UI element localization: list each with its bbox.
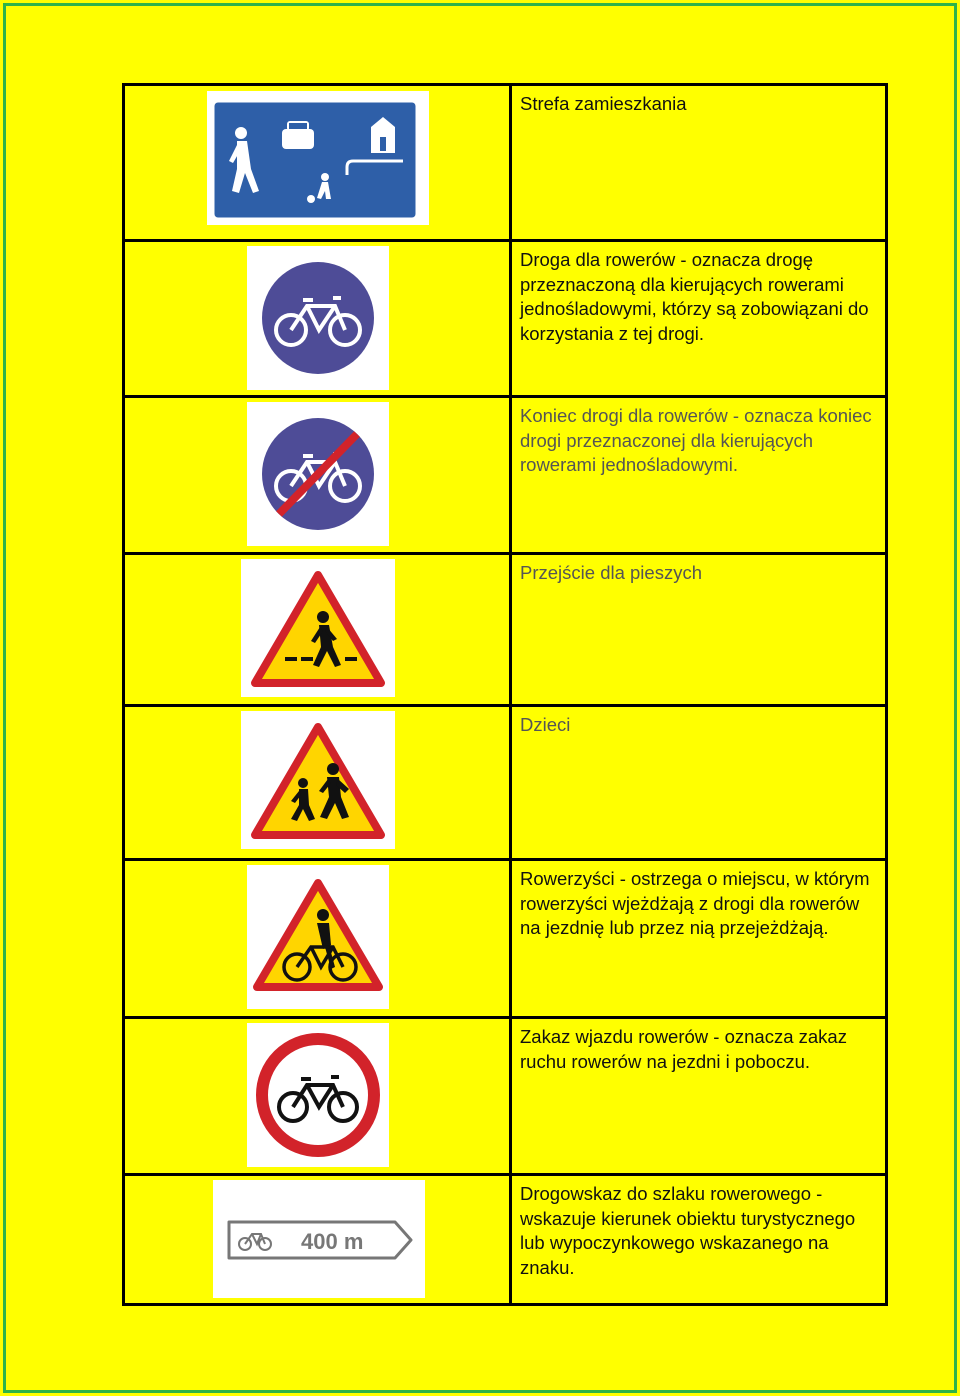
sign-description: Rowerzyści - ostrzega o miejscu, w którym rowerzyści wjeżdżają z drogi dla rowerów na jezdnię lub przez nią przejeżdżają. [511, 860, 887, 1018]
children-sign-icon [241, 711, 395, 849]
sign-description: Przejście dla pieszych [511, 554, 887, 706]
bicycle-route-direction-sign-icon [213, 1180, 425, 1298]
sign-description: Drogowskaz do szlaku rowerowego - wskazuje kierunek obiektu turystycznego lub wypoczynkowego wskazanego na znaku. [511, 1175, 887, 1305]
table-row [124, 85, 887, 241]
end-bicycle-path-sign-icon [247, 402, 389, 546]
cyclists-warning-sign-icon [247, 865, 389, 1009]
table-row [124, 554, 887, 706]
sign-description: Koniec drogi dla rowerów - oznacza koniec drogi przeznaczonej dla kierujących rowerami jednośladowymi. [511, 397, 887, 554]
table-row [124, 706, 887, 860]
sign-description: Strefa zamieszkania [511, 85, 887, 241]
sign-description: Zakaz wjazdu rowerów - oznacza zakaz ruchu rowerów na jezdni i poboczu. [511, 1018, 887, 1175]
table-row [124, 241, 887, 397]
road-signs-table [122, 83, 888, 1306]
no-bicycles-sign-icon [247, 1023, 389, 1167]
pedestrian-crossing-sign-icon [241, 559, 395, 697]
table-row [124, 1018, 887, 1175]
table-row [124, 397, 887, 554]
bicycle-path-sign-icon [247, 246, 389, 390]
sign-distance-label: 400 m [301, 1229, 364, 1254]
living-zone-sign-icon [207, 91, 429, 225]
table-row [124, 1175, 887, 1305]
sign-description: Droga dla rowerów - oznacza drogę przeznaczoną dla kierujących rowerami jednośladowymi, którzy są zobowiązani do korzystania z tej drogi. [511, 241, 887, 397]
sign-description: Dzieci [511, 706, 887, 860]
table-row [124, 860, 887, 1018]
